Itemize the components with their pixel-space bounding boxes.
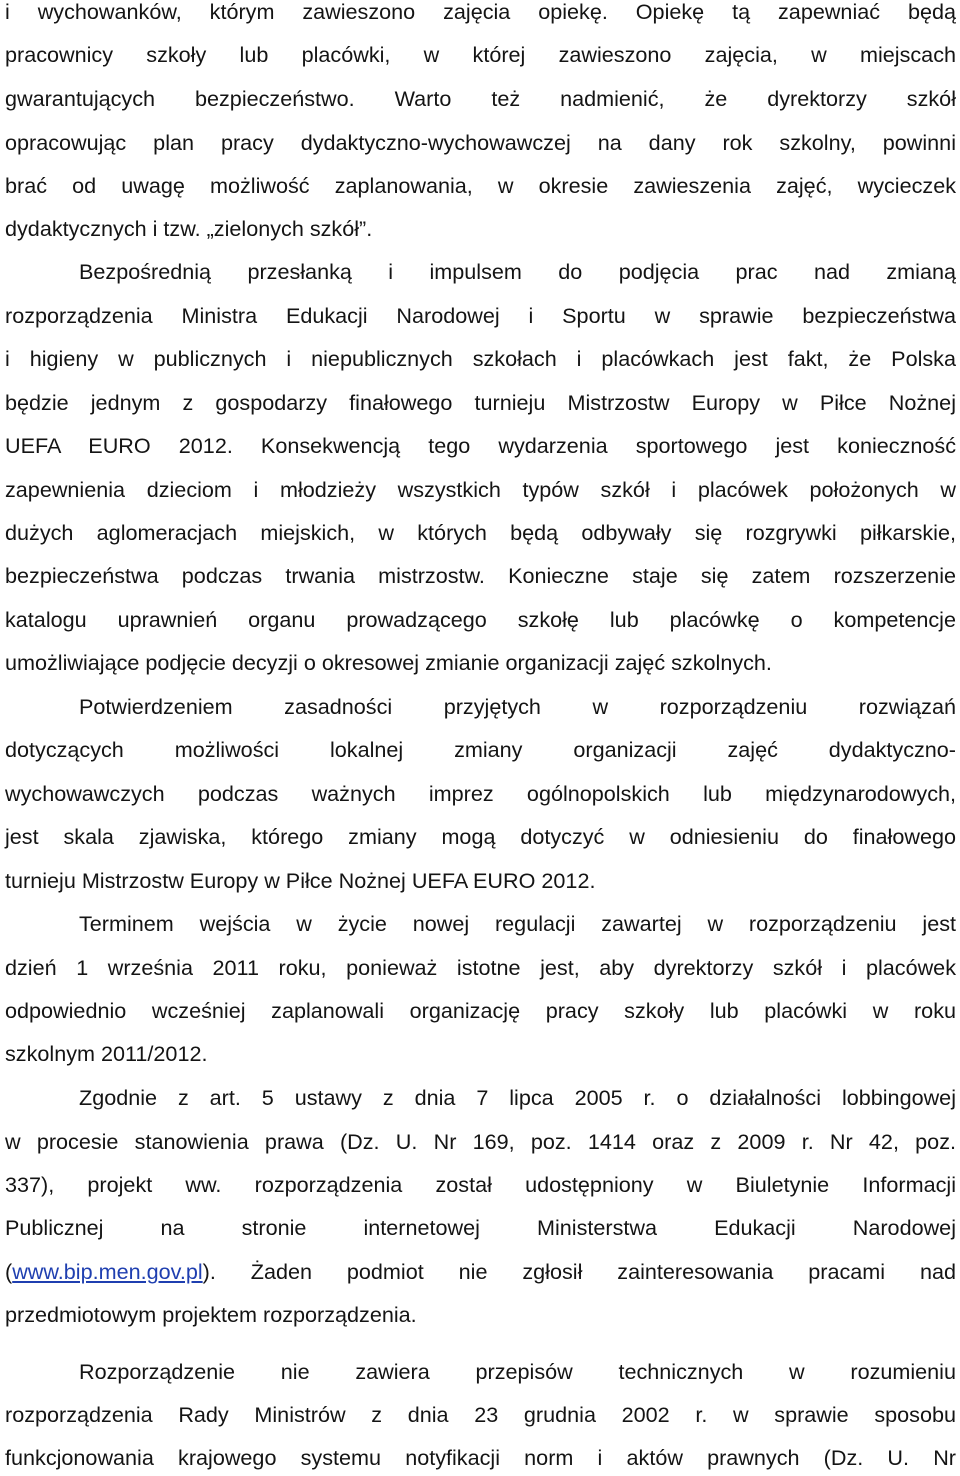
text-line: dużych aglomeracjach miejskich, w których będą odbywały się rozgrywki piłkarskie,	[5, 520, 956, 545]
text-line: w procesie stanowienia prawa (Dz. U. Nr 169, poz. 1414 oraz z 2009 r. Nr 42, poz.	[5, 1129, 956, 1154]
text-line: Publicznej na stronie internetowej Ministerstwa Edukacji Narodowej	[5, 1215, 956, 1240]
text-line: rozporządzenia Ministra Edukacji Narodowej i Sportu w sprawie bezpieczeństwa	[5, 303, 956, 328]
text-line: opracowując plan pracy dydaktyczno-wychowawczej na dany rok szkolny, powinni	[5, 130, 956, 155]
text-line: dotyczących możliwości lokalnej zmiany organizacji zajęć dydaktyczno-	[5, 737, 956, 762]
text-line: bezpieczeństwa podczas trwania mistrzostw. Konieczne staje się zatem rozszerzenie	[5, 563, 956, 588]
text-line: umożliwiające podjęcie decyzji o okresowej zmianie organizacji zajęć szkolnych.	[5, 650, 772, 675]
text-fragment: ). Żaden podmiot nie zgłosił zainteresowania pracami nad	[202, 1259, 956, 1284]
text-line: 337), projekt ww. rozporządzenia został udostępniony w Biuletynie Informacji	[5, 1172, 956, 1197]
text-line: odpowiednio wcześniej zaplanowali organizację pracy szkoły lub placówki w roku	[5, 998, 956, 1023]
text-line: Terminem wejścia w życie nowej regulacji zawartej w rozporządzeniu jest	[79, 911, 956, 936]
text-line	[5, 1257, 956, 1287]
text-line: dzień 1 września 2011 roku, ponieważ istotne jest, aby dyrektorzy szkół i placówek	[5, 955, 956, 980]
text-line: i wychowanków, którym zawieszono zajęcia opiekę. Opiekę tą zapewniać będą	[5, 0, 956, 24]
text-line: zapewnienia dzieciom i młodzieży wszystkich typów szkół i placówek położonych w	[5, 477, 956, 502]
text-line: Rozporządzenie nie zawiera przepisów technicznych w rozumieniu	[79, 1359, 956, 1384]
text-line: wychowawczych podczas ważnych imprez ogólnopolskich lub międzynarodowych,	[5, 781, 956, 806]
text-fragment: (	[5, 1259, 13, 1284]
text-line: pracownicy szkoły lub placówki, w której zawieszono zajęcia, w miejscach	[5, 42, 956, 67]
text-line: Zgodnie z art. 5 ustawy z dnia 7 lipca 2005 r. o działalności lobbingowej	[79, 1085, 956, 1110]
text-line: przedmiotowym projektem rozporządzenia.	[5, 1302, 417, 1327]
text-line: brać od uwagę możliwość zaplanowania, w okresie zawieszenia zajęć, wycieczek	[5, 173, 956, 198]
text-line: turnieju Mistrzostw Europy w Piłce Nożnej UEFA EURO 2012.	[5, 868, 596, 893]
text-line: dydaktycznych i tzw. „zielonych szkół”.	[5, 216, 373, 241]
text-line: Bezpośrednią przesłanką i impulsem do podjęcia prac nad zmianą	[79, 259, 956, 284]
text-line: funkcjonowania krajowego systemu notyfikacji norm i aktów prawnych (Dz. U. Nr	[5, 1445, 956, 1470]
text-line: UEFA EURO 2012. Konsekwencją tego wydarzenia sportowego jest konieczność	[5, 433, 956, 458]
text-line: i higieny w publicznych i niepublicznych szkołach i placówkach jest fakt, że Polska	[5, 346, 956, 371]
text-line: gwarantujących bezpieczeństwo. Warto też nadmienić, że dyrektorzy szkół	[5, 86, 956, 111]
text-line: katalogu uprawnień organu prowadzącego szkołę lub placówkę o kompetencje	[5, 607, 956, 632]
bip-link[interactable]: www.bip.men.gov.pl	[12, 1259, 203, 1284]
text-line: będzie jednym z gospodarzy finałowego turnieju Mistrzostw Europy w Piłce Nożnej	[5, 390, 956, 415]
text-line: Potwierdzeniem zasadności przyjętych w rozporządzeniu rozwiązań	[79, 694, 956, 719]
text-line: jest skala zjawiska, którego zmiany mogą dotyczyć w odniesieniu do finałowego	[5, 824, 956, 849]
text-line: rozporządzenia Rady Ministrów z dnia 23 grudnia 2002 r. w sprawie sposobu	[5, 1402, 956, 1427]
text-line: szkolnym 2011/2012.	[5, 1041, 208, 1066]
